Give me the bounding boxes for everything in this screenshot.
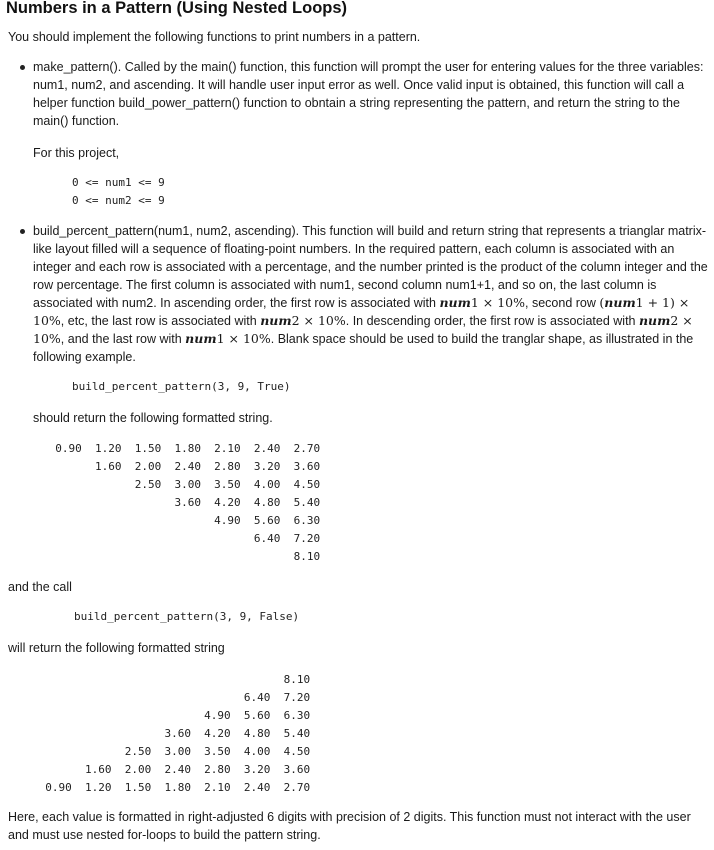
descending-call-code: build_percent_pattern(3, 9, False) [74,610,300,623]
intro-text: You should implement the following functions to print numbers in a pattern. [8,30,421,44]
bullet-dot [20,229,25,234]
constraints-code: 0 <= num1 <= 9 0 <= num2 <= 9 [72,176,165,207]
build-pattern-description: build_percent_pattern(num1, num2, ascending). This function will build and return string that represents a trianglar matrix-like layout filled will a sequence of floating-point numbers. In the required pattern, each column is associated with an integer and each row is associated with a percentage, and the number printed is the product of the column integer and the row percentage. The first column is associated with num1, second column num1+1, and so on, the last column is associated with num2. In ascending order, the first row is associated with num1 × 10%, second row (num1 + 1) × 10%, etc, the last row is associated with num2 × 10%. In descending order, the first row is associated with num2 × 10%, and the last row with num1 × 10%. Blank space should be used to build the tranglar shape, as illustrated in the following example. [33,224,708,364]
make-pattern-description: make_pattern(). Called by the main() function, this function will prompt the user for entering values for the three variables: num1, num2, and ascending. It will handle user input error as well. Once valid input is obtained, this function will call a helper function build_power_pattern() function to obntain a string representing the pattern, and return the string to the main() function. [33,60,704,128]
ascending-call-code: build_percent_pattern(3, 9, True) [72,380,291,393]
and-the-call-text: and the call [8,580,72,594]
descending-output-code: 8.10 6.40 7.20 4.90 5.60 6.30 3.60 4.20 4.80 5.40 2.50 3.00 3.50 4.00 4.50 1.60 2.00 2.40 2.80 3.20 3.60 0.90 1.20 1.50 1.80 2.10 2.40 2.70 [45,673,311,794]
closing-text: Here, each value is formatted in right-adjusted 6 digits with precision of 2 digits. This function must not interact with the user and must use nested for-loops to build the pattern string. [8,810,691,842]
page-title: Numbers in a Pattern (Using Nested Loops) [6,0,348,17]
for-project-text: For this project, [33,146,120,160]
will-return-text: will return the following formatted string [8,641,225,655]
should-return-text: should return the following formatted string. [33,411,273,425]
ascending-output-code: 0.90 1.20 1.50 1.80 2.10 2.40 2.70 1.60 2.00 2.40 2.80 3.20 3.60 2.50 3.00 3.50 4.00 4.50 3.60 4.20 4.80 5.40 4.90 5.60 6.30 6.40 7.20 8.10 [55,442,321,563]
bullet-dot [20,65,25,70]
